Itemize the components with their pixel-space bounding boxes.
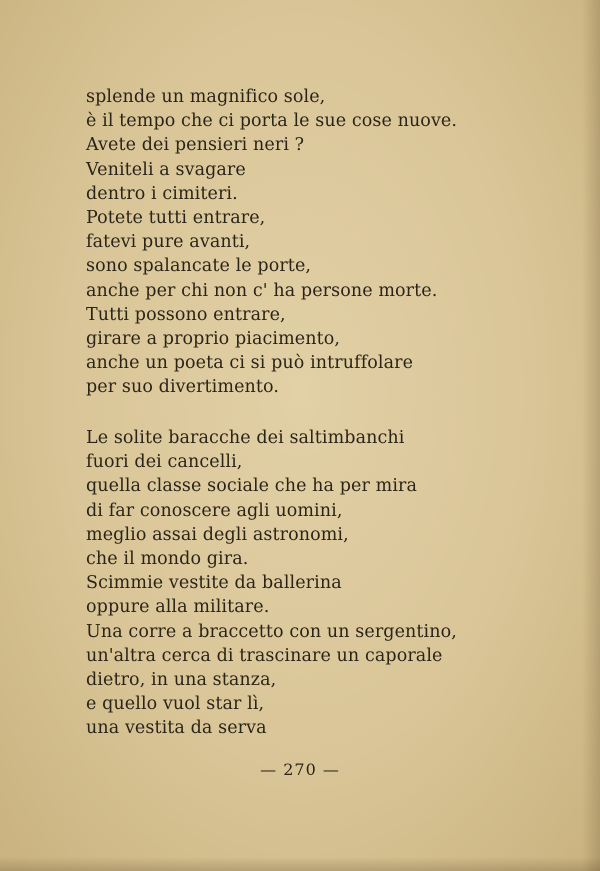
poem-stanza-2 — [86, 426, 457, 741]
poem-line: un'altra cerca di trascinare un caporale — [86, 645, 443, 666]
poem-line: girare a proprio piacimento, — [86, 329, 341, 350]
poem-line: dentro i cimiteri. — [86, 183, 238, 204]
poem-line: splende un magnifico sole, — [86, 87, 326, 107]
poem-line: Veniteli a svagare — [86, 159, 246, 180]
poem-line: Le solite baracche dei saltimbanchi — [86, 428, 405, 448]
poem-line: dietro, in una stanza, — [86, 670, 277, 691]
poem-line: Potete tutti entrare, — [86, 208, 266, 229]
poem-line: quella classe sociale che ha per mira — [86, 476, 418, 497]
poem-line: anche per chi non c' ha persone morte. — [86, 280, 438, 301]
poem-line: Avete dei pensieri neri ? — [86, 135, 305, 156]
poem-line: meglio assai degli astronomi, — [86, 524, 349, 545]
page-edge-shadow — [582, 0, 600, 871]
poem-line: fuori dei cancelli, — [86, 452, 243, 473]
poem-line: oppure alla militare. — [86, 597, 270, 618]
poem-line: per suo divertimento. — [86, 377, 280, 398]
poem-line: Tutti possono entrare, — [86, 304, 286, 325]
poem-line: e quello vuol star lì, — [86, 694, 265, 715]
poem-stanza-1 — [86, 85, 457, 400]
poem-line: è il tempo che ci porta le sue cose nuove. — [86, 111, 458, 132]
poem-line: Una corre a braccetto con un sergentino, — [86, 621, 457, 642]
page-number: — 270 — — [260, 760, 340, 779]
poem-line: di far conoscere agli uomini, — [86, 500, 343, 521]
page-bottom-shadow — [0, 857, 600, 871]
poem-line: Scimmie vestite da ballerina — [86, 573, 342, 594]
poem-line: una vestita da serva — [86, 718, 267, 739]
poem-line: sono spalancate le porte, — [86, 256, 312, 277]
poem-line: anche un poeta ci si può intruffolare — [86, 353, 414, 374]
poem-line: che il mondo gira. — [86, 549, 249, 570]
poem-line: fatevi pure avanti, — [86, 232, 251, 253]
